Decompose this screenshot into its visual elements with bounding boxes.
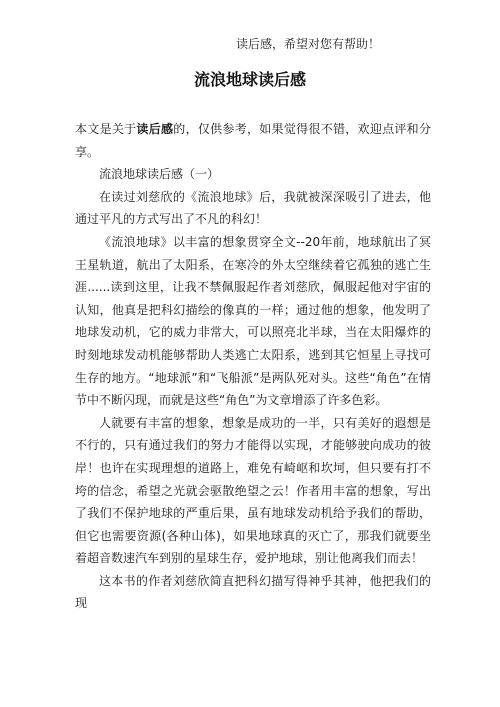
intro-text-after: 的，仅供参考，如果觉得很不错，欢迎点评和分享。	[75, 122, 431, 159]
header-note: 读后感，希望对您有帮助！	[236, 37, 381, 51]
intro-paragraph	[75, 118, 431, 163]
section-heading: 流浪地球读后感（一）	[99, 167, 220, 182]
paragraph: 《流浪地球》以丰富的想象贯穿全文--20年前，地球航出了冥王星轨道，航出了太阳系，在寒冷的外太空继续着它孤独的逃亡生涯......读到这里，让我不禁佩服起作者刘慈欣，佩服起他对宇宙的认知，他真是把科幻描绘的像真的一样；通过他的想象，他发明了地球发动机，它的威力非常大，可以照亮北半球，当在太阳爆炸的时刻地球发动机能够帮助人类逃亡太阳系，逃到其它恒星上寻找可生存的地方。“地球派”和“飞船派”是两队死对头。这些“角色”在情节中不断闪现，而就是这些“角色”为文章增添了许多色彩。	[75, 234, 431, 408]
document-body	[75, 118, 431, 615]
paragraph: 这本书的作者刘慈欣简直把科幻描写得神乎其神，他把我们的现	[75, 573, 431, 611]
document-title: 流浪地球读后感	[193, 70, 306, 89]
intro-keyword: 读后感	[136, 122, 174, 136]
paragraph: 在读过刘慈欣的《流浪地球》后，我就被深深吸引了进去，他通过平凡的方式写出了不凡的科幻！	[75, 189, 431, 227]
paragraph: 人就要有丰富的想象，想象是成功的一半，只有美好的遐想是不行的，只有通过我们的努力才能得以实现，才能够驶向成功的彼岸！也许在实现理想的道路上，难免有崎岖和坎坷，但只要有打不垮的信念，希望之光就会驱散绝望之云！作者用丰富的想象，写出了我们不保护地球的严重后果，虽有地球发动机给予我们的帮助，但它也需要资源(各种山体)，如果地球真的灭亡了，那我们就要坐着超音数速汽车到别的星球生存，爱护地球，别让他离我们而去！	[75, 415, 431, 566]
intro-text-before: 本文是关于	[75, 122, 137, 136]
